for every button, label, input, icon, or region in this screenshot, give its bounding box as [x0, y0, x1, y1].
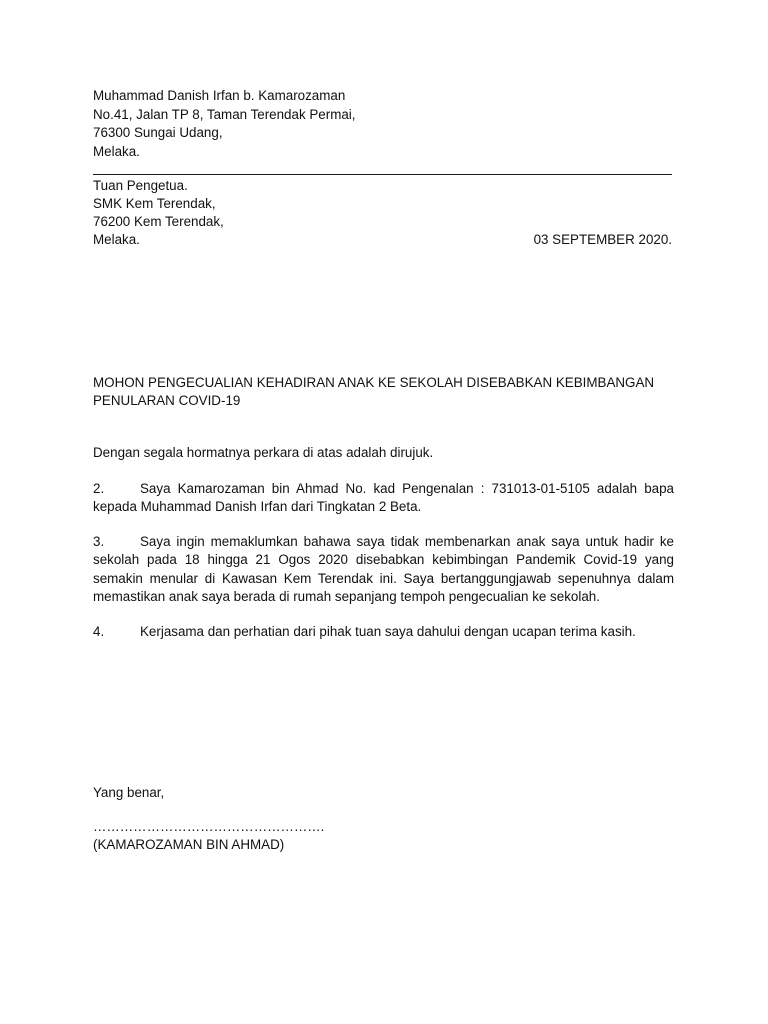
paragraph-number: 4. [93, 624, 105, 639]
paragraph-3-line4: memastikan anak saya berada di rumah sepanjang tempoh pengecualian ke sekolah. [93, 589, 600, 604]
subject-line2: PENULARAN COVID-19 [93, 393, 241, 408]
sender-address-line2: 76300 Sungai Udang, [93, 125, 223, 140]
opening-sentence: Dengan segala hormatnya perkara di atas adalah dirujuk. [93, 445, 434, 460]
sender-address-line1: No.41, Jalan TP 8, Taman Terendak Permai, [93, 107, 356, 122]
recipient-title: Tuan Pengetua. [93, 178, 188, 193]
sender-address-line3: Melaka. [93, 144, 140, 159]
paragraph-3-line1 [93, 533, 674, 551]
recipient-postcode-city: 76200 Kem Terendak, [93, 214, 224, 229]
paragraph-text: Saya Kamarozaman bin Ahmad No. kad Pengenalan : 731013-01-5105 adalah bapa [140, 481, 674, 496]
paragraph-text: Saya ingin memaklumkan bahawa saya tidak membenarkan anak saya untuk hadir ke [140, 534, 674, 549]
signatory-name: (KAMAROZAMAN BIN AHMAD) [93, 837, 285, 852]
paragraph-2-line2: kepada Muhammad Danish Irfan dari Tingkatan 2 Beta. [93, 499, 422, 514]
closing-salutation: Yang benar, [93, 785, 165, 800]
paragraph-4-line1 [93, 623, 636, 641]
recipient-state: Melaka. [93, 232, 140, 247]
separator-rule [93, 174, 672, 175]
recipient-school: SMK Kem Terendak, [93, 196, 216, 211]
paragraph-number: 3. [93, 534, 105, 549]
subject-line1: MOHON PENGECUALIAN KEHADIRAN ANAK KE SEKOLAH DISEBABKAN KEBIMBANGAN [93, 375, 655, 390]
paragraph-2-line1 [93, 480, 674, 498]
paragraph-3-line2: sekolah pada 18 hingga 21 Ogos 2020 disebabkan kebimbingan Pandemik Covid-19 yang [93, 552, 674, 567]
paragraph-number: 2. [93, 481, 105, 496]
paragraph-3-line3: semakin menular di Kawasan Kem Terendak ini. Saya bertanggungjawab sepenuhnya dalam [93, 571, 674, 586]
paragraph-text: Kerjasama dan perhatian dari pihak tuan saya dahului dengan ucapan terima kasih. [140, 624, 636, 639]
letter-date: 03 SEPTEMBER 2020. [533, 232, 672, 247]
sender-name: Muhammad Danish Irfan b. Kamarozaman [93, 88, 346, 103]
signature-line: ……………………………………………. [93, 819, 325, 834]
